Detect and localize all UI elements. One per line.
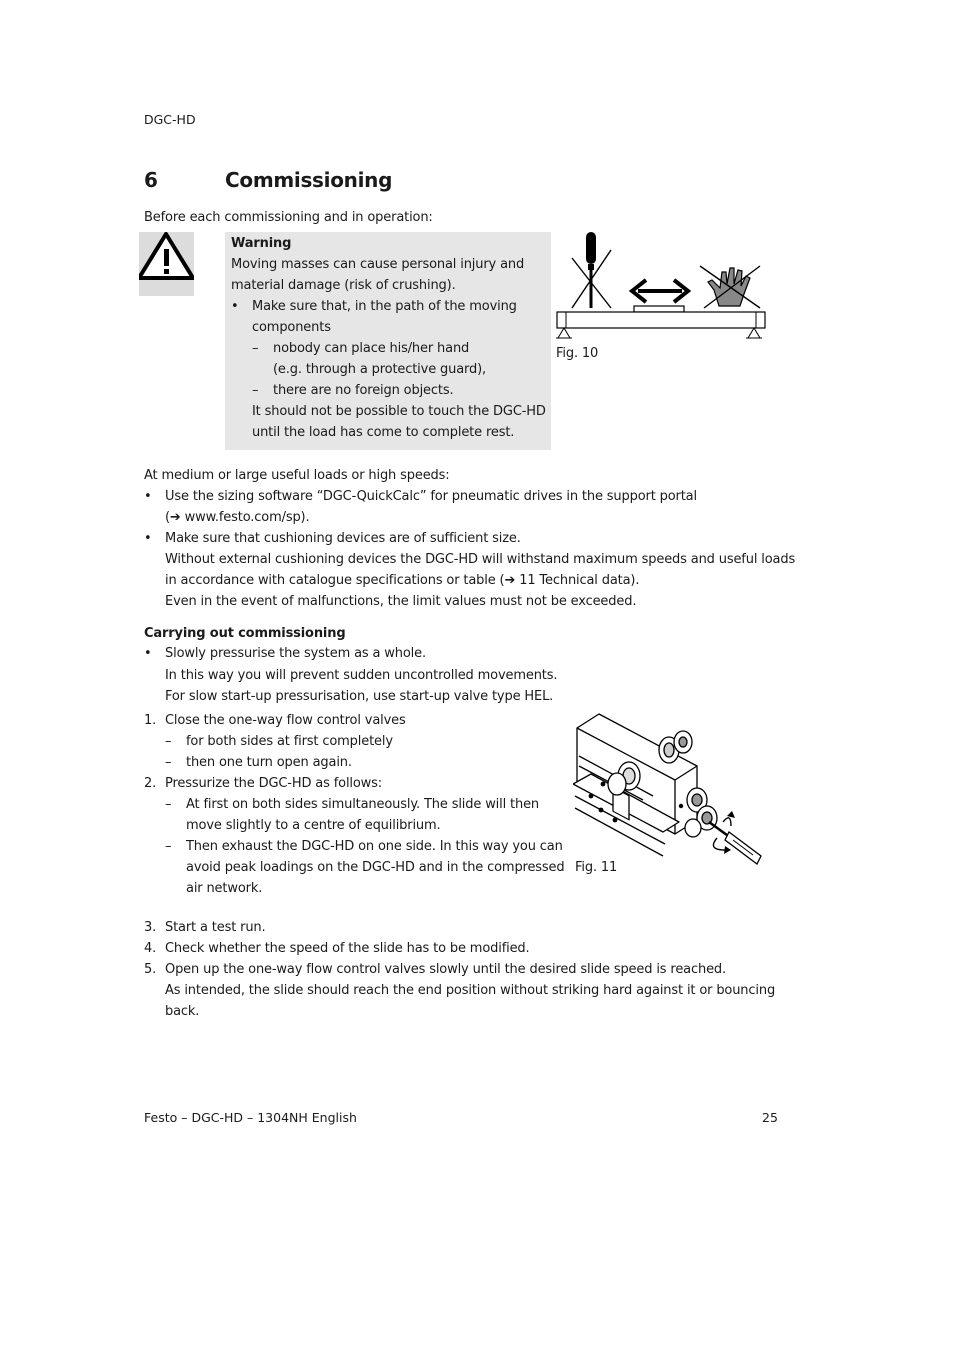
step-number: 3. <box>144 920 157 935</box>
loads-bullet-text: Even in the event of malfunctions, the limit values must not be exceeded. <box>165 594 637 609</box>
step-text: Check whether the speed of the slide has to be modified. <box>165 941 530 956</box>
loads-intro: At medium or large useful loads or high speeds: <box>144 468 450 483</box>
loads-bullet-text: Make sure that cushioning devices are of sufficient size. <box>165 531 521 546</box>
bullet-marker: • <box>144 646 152 661</box>
intro-text: Before each commissioning and in operation: <box>144 210 433 225</box>
bullet-marker: • <box>231 299 239 314</box>
fig11-flow-control-valve-illustration <box>573 710 769 868</box>
step-text: back. <box>165 1004 200 1019</box>
fig10-crushing-hazard-illustration <box>554 228 769 346</box>
warning-bullet-text: Make sure that, in the path of the moving <box>252 299 517 314</box>
loads-bullet-text: Without external cushioning devices the DGC-HD will withstand maximum speeds and useful loads <box>165 552 796 567</box>
step-number: 1. <box>144 713 157 728</box>
warning-text-line: material damage (risk of crushing). <box>231 278 456 293</box>
bullet-marker: • <box>144 489 152 504</box>
step-number: 4. <box>144 941 157 956</box>
subheading: Carrying out commissioning <box>144 626 346 641</box>
warning-title: Warning <box>231 236 292 251</box>
chapter-number: 6 <box>144 168 158 192</box>
carrying-bullet-text: For slow start-up pressurisation, use start-up valve type HEL. <box>165 689 554 704</box>
step-dash-text: At first on both sides simultaneously. The slide will then <box>186 797 540 812</box>
step-dash-text: Then exhaust the DGC-HD on one side. In this way you can <box>186 839 563 854</box>
dash-marker: – <box>252 383 259 398</box>
warning-note: It should not be possible to touch the DGC-HD <box>252 404 546 419</box>
technical-data-reference[interactable]: in accordance with catalogue specifications or table (➔ 11 Technical data). <box>165 573 640 588</box>
fig11-caption: Fig. 11 <box>575 860 618 875</box>
dash-marker: – <box>252 341 259 356</box>
step-text: Start a test run. <box>165 920 266 935</box>
loads-bullet-text: Use the sizing software “DGC-QuickCalc” for pneumatic drives in the support portal <box>165 489 697 504</box>
step-text: As intended, the slide should reach the end position without striking hard against it or bouncing <box>165 983 776 998</box>
warning-dash-text: nobody can place his/her hand <box>273 341 470 356</box>
footer-document-id: Festo – DGC-HD – 1304NH English <box>144 1110 357 1125</box>
warning-note: until the load has come to complete rest. <box>252 425 515 440</box>
warning-text-line: Moving masses can cause personal injury and <box>231 257 525 272</box>
dash-marker: – <box>165 839 172 854</box>
dash-marker: – <box>165 755 172 770</box>
step-text: Open up the one-way flow control valves slowly until the desired slide speed is reached. <box>165 962 726 977</box>
step-dash-text: then one turn open again. <box>186 755 352 770</box>
warning-bullet-text: components <box>252 320 331 335</box>
carrying-bullet-text: In this way you will prevent sudden uncontrolled movements. <box>165 668 558 683</box>
dash-marker: – <box>165 734 172 749</box>
step-dash-text: move slightly to a centre of equilibrium. <box>186 818 441 833</box>
step-dash-text: for both sides at first completely <box>186 734 393 749</box>
bullet-marker: • <box>144 531 152 546</box>
running-header: DGC-HD <box>144 112 196 127</box>
dash-marker: – <box>165 797 172 812</box>
page-number: 25 <box>762 1110 778 1125</box>
step-text: Pressurize the DGC-HD as follows: <box>165 776 383 791</box>
carrying-bullet-text: Slowly pressurise the system as a whole. <box>165 646 426 661</box>
step-dash-text: air network. <box>186 881 263 896</box>
quickcalc-link[interactable]: (➔ www.festo.com/sp). <box>165 510 310 525</box>
step-text: Close the one-way flow control valves <box>165 713 406 728</box>
fig10-caption: Fig. 10 <box>556 346 599 361</box>
warning-triangle-icon <box>139 232 194 296</box>
step-dash-text: avoid peak loadings on the DGC-HD and in the compressed <box>186 860 565 875</box>
warning-dash-text: there are no foreign objects. <box>273 383 454 398</box>
warning-icon-panel <box>139 232 194 296</box>
step-number: 5. <box>144 962 157 977</box>
warning-dash-text: (e.g. through a protective guard), <box>273 362 486 377</box>
step-number: 2. <box>144 776 157 791</box>
chapter-title: Commissioning <box>225 168 393 192</box>
